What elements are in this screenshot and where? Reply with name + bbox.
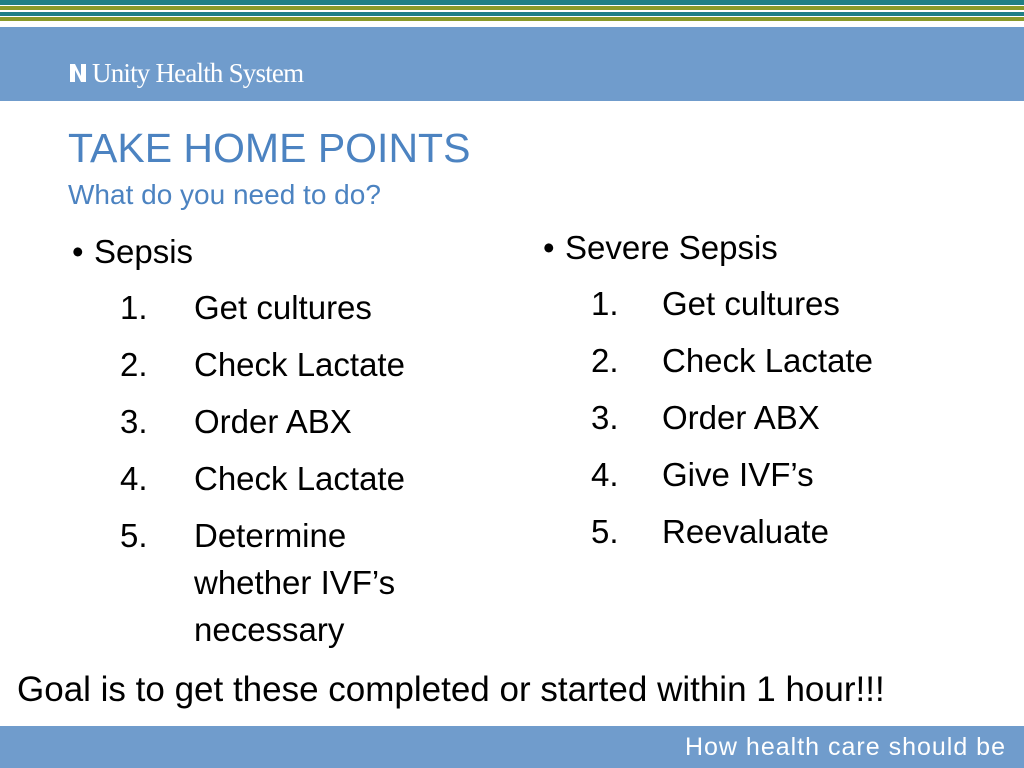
step-number: 2.	[591, 342, 619, 379]
step-number: 2.	[120, 346, 148, 383]
severe-sepsis-step	[543, 508, 983, 565]
slide-title: TAKE HOME POINTS	[68, 125, 471, 171]
slide-subtitle: What do you need to do?	[68, 179, 381, 210]
step-number: 4.	[120, 460, 148, 497]
top-stripe-olive	[0, 6, 1024, 10]
sepsis-step	[72, 512, 492, 653]
step-text: Check Lactate	[194, 460, 405, 497]
severe-sepsis-step	[543, 394, 983, 451]
severe-sepsis-heading-line	[543, 224, 983, 272]
logo	[68, 58, 303, 88]
sepsis-steps	[72, 284, 492, 653]
step-text: Order ABX	[194, 403, 352, 440]
step-number: 3.	[591, 399, 619, 436]
step-number: 5.	[591, 513, 619, 550]
step-text: Reevaluate	[662, 513, 829, 550]
unity-ribbon-icon	[68, 62, 88, 84]
sepsis-step	[72, 341, 492, 398]
severe-sepsis-column	[543, 224, 983, 565]
header-band	[0, 27, 1024, 101]
footer-tagline: How health care should be	[684, 733, 1006, 761]
severe-sepsis-heading: Severe Sepsis	[565, 229, 778, 266]
step-text: Check Lactate	[194, 346, 405, 383]
step-text: Get cultures	[662, 285, 840, 322]
sepsis-step	[72, 284, 492, 341]
logo-text: Unity Health System	[92, 57, 304, 88]
step-number: 1.	[120, 289, 148, 326]
step-text: Give IVF’s	[662, 456, 814, 493]
bullet-icon: •	[72, 233, 84, 270]
severe-sepsis-steps	[543, 280, 983, 565]
sepsis-heading: Sepsis	[94, 233, 194, 270]
severe-sepsis-step	[543, 280, 983, 337]
severe-sepsis-step	[543, 451, 983, 508]
step-text: Check Lactate	[662, 342, 873, 379]
step-text: Get cultures	[194, 289, 372, 326]
bullet-icon: •	[543, 229, 555, 266]
top-stripe-teal	[0, 0, 1024, 5]
step-text: Order ABX	[662, 399, 820, 436]
top-stripe-teal-2	[0, 12, 1024, 16]
sepsis-column	[72, 228, 492, 653]
step-number: 4.	[591, 456, 619, 493]
goal-statement: Goal is to get these completed or started within 1 hour!!!	[17, 670, 885, 709]
step-number: 5.	[120, 517, 148, 554]
top-stripe-olive-2	[0, 17, 1024, 21]
sepsis-heading-line	[72, 228, 492, 276]
step-number: 3.	[120, 403, 148, 440]
sepsis-step	[72, 398, 492, 455]
sepsis-step	[72, 455, 492, 512]
severe-sepsis-step	[543, 337, 983, 394]
step-number: 1.	[591, 285, 619, 322]
step-text: Determine whether IVF’s necessary	[194, 517, 396, 648]
